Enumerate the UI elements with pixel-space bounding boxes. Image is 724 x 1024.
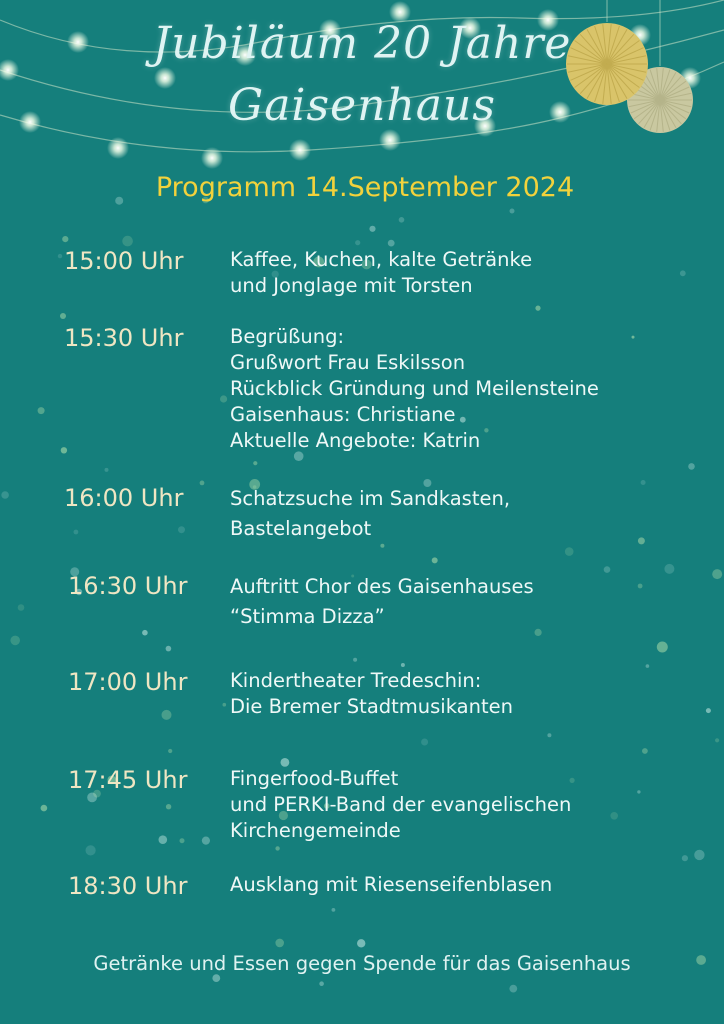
bokeh-dot [220, 395, 227, 402]
schedule-line: Die Bremer Stadtmusikanten [230, 695, 513, 718]
bokeh-dot [399, 217, 405, 223]
light-bulb [289, 139, 311, 161]
schedule-time: 16:30 Uhr [68, 572, 188, 600]
schedule-line: Kaffee, Kuchen, kalte Getränke [230, 248, 533, 271]
light-bulb [107, 137, 129, 159]
bokeh-dot [547, 733, 551, 737]
bokeh-dot [388, 240, 395, 247]
schedule-description [230, 324, 710, 454]
bokeh-dot [166, 646, 172, 652]
schedule-time: 16:00 Uhr [64, 484, 184, 512]
light-bulb [379, 129, 401, 151]
bokeh-dot [18, 604, 25, 611]
bokeh-dot [275, 846, 279, 850]
schedule-description [230, 872, 710, 898]
bokeh-dot [86, 845, 96, 855]
bokeh-dot [380, 544, 384, 548]
bokeh-dot [332, 908, 336, 912]
bokeh-dot [122, 236, 133, 247]
schedule-description [230, 766, 710, 844]
bokeh-dot [38, 407, 45, 414]
bokeh-dot [105, 468, 109, 472]
bokeh-dot [41, 805, 48, 812]
bokeh-dot [180, 838, 185, 843]
bokeh-dot [10, 636, 20, 646]
schedule-line: Kindertheater Tredeschin: [230, 669, 482, 692]
bokeh-dot [712, 569, 722, 579]
schedule-time: 15:30 Uhr [64, 324, 184, 352]
schedule-line: Begrüßung: [230, 325, 345, 348]
schedule-line: Grußwort Frau Eskilsson [230, 351, 466, 374]
schedule-line: Bastelangebot [230, 517, 372, 540]
schedule-time: 17:00 Uhr [68, 668, 188, 696]
bokeh-dot [1, 491, 9, 499]
light-bulb [201, 147, 223, 169]
bokeh-dot [510, 209, 515, 214]
bokeh-dot [688, 463, 695, 470]
bokeh-dot [159, 835, 168, 844]
schedule-line: und PERKI-Band der evangelischen [230, 793, 572, 816]
schedule-line: Aktuelle Angebote: Katrin [230, 429, 481, 452]
schedule-time: 18:30 Uhr [68, 872, 188, 900]
bokeh-dot [357, 939, 365, 947]
schedule-description [230, 247, 710, 299]
bokeh-dot [421, 739, 428, 746]
bokeh-dot [202, 837, 210, 845]
schedule-line: Rückblick Gründung und Meilensteine [230, 377, 599, 400]
schedule-description [230, 572, 710, 632]
bokeh-dot [565, 547, 574, 556]
bokeh-dot [212, 974, 220, 982]
schedule-line: “Stimma Dizza” [230, 605, 385, 628]
event-title-line-1: Jubiläum 20 Jahre [152, 18, 572, 69]
bokeh-dot [369, 226, 375, 232]
bokeh-dot [62, 236, 68, 242]
schedule-line: Auftritt Chor des Gaisenhauses [230, 575, 534, 598]
bokeh-dot [682, 855, 688, 861]
schedule-time: 17:45 Uhr [68, 766, 188, 794]
bokeh-dot [162, 710, 172, 720]
program-subtitle: Programm 14.September 2024 [155, 172, 575, 203]
bokeh-dot [694, 850, 704, 860]
bokeh-dot [715, 738, 719, 742]
bokeh-dot [509, 985, 517, 993]
schedule-line: Ausklang mit Riesenseifenblasen [230, 873, 553, 896]
bokeh-dot [657, 642, 668, 653]
bokeh-dot [58, 254, 62, 258]
bokeh-dot [353, 658, 357, 662]
bokeh-dot [166, 804, 171, 809]
schedule-line: Fingerfood-Buffet [230, 767, 399, 790]
bokeh-dot [432, 557, 438, 563]
bokeh-dot [223, 703, 227, 707]
bokeh-dot [401, 663, 405, 667]
schedule-line: Gaisenhaus: Christiane [230, 403, 456, 426]
bokeh-dot [535, 306, 540, 311]
bokeh-dot [642, 748, 648, 754]
event-title-line-2: Gaisenhaus [228, 80, 496, 131]
bokeh-dot [319, 981, 324, 986]
bokeh-dot [355, 240, 360, 245]
bokeh-dot [74, 530, 79, 535]
schedule-line: Schatzsuche im Sandkasten, [230, 487, 511, 510]
schedule-line: und Jonglage mit Torsten [230, 274, 473, 297]
bokeh-dot [168, 749, 172, 753]
schedule-time: 15:00 Uhr [64, 247, 184, 275]
schedule-line: Kirchengemeinde [230, 819, 401, 842]
footer-note: Getränke und Essen gegen Spende für das Gaisenhaus [93, 952, 631, 975]
bokeh-dot [60, 313, 66, 319]
bokeh-dot [178, 526, 185, 533]
bokeh-dot [142, 630, 148, 636]
bokeh-dot [61, 447, 67, 453]
schedule-description [230, 668, 710, 720]
bokeh-dot [253, 461, 257, 465]
schedule-description [230, 484, 710, 544]
bokeh-dot [275, 939, 284, 948]
